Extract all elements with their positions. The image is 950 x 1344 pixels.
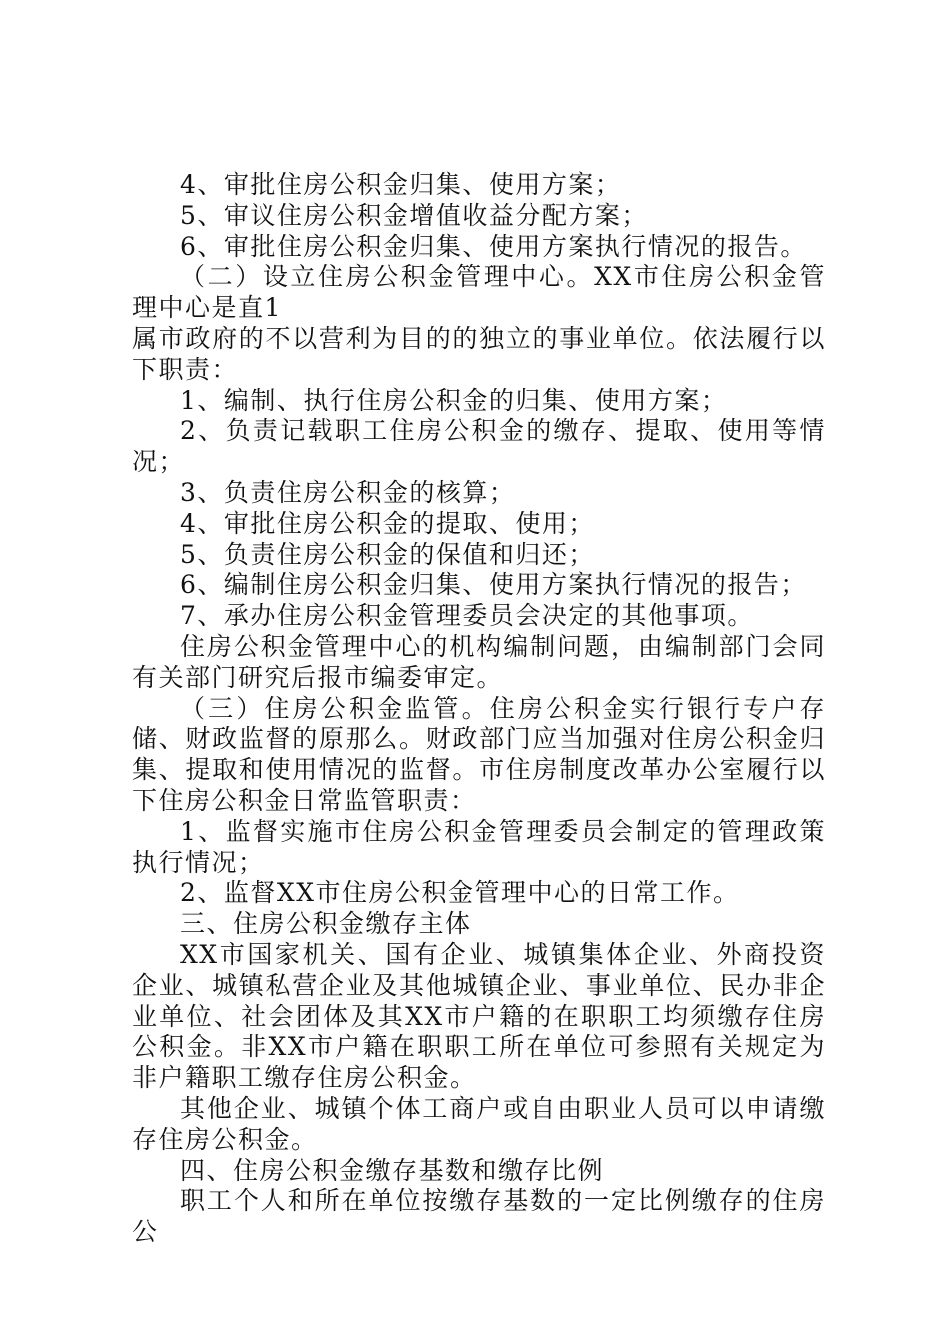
paragraph-supervision-1: 1、监督实施市住房公积金管理委员会制定的管理政策执行情况；	[132, 816, 826, 877]
paragraph-item-5: 5、审议住房公积金增值收益分配方案；	[180, 200, 648, 230]
paragraph-duty-4: 4、审批住房公积金的提取、使用；	[180, 508, 595, 538]
paragraph-section-2: （二）设立住房公积金管理中心。XX市住房公积金管理中心是直1	[132, 262, 826, 323]
paragraph-section-3: （三）住房公积金监管。住房公积金实行银行专户存储、财政监督的原那么。财政部门应当加强对住房公积金归集、提取和使用情况的监督。市住房制度改革办公室履行以下住房公积金日常监管职责：	[132, 693, 826, 815]
paragraph-staffing: 住房公积金管理中心的机构编制问题，由编制部门会同有关部门研究后报市编委审定。	[132, 631, 826, 692]
paragraph-optional-contribution: 其他企业、城镇个体工商户或自由职业人员可以申请缴存住房公积金。	[132, 1093, 826, 1154]
paragraph-contribution-subject: XX市国家机关、国有企业、城镇集体企业、外商投资企业、城镇私营企业及其他城镇企业、事业单位、民办非企业单位、社会团体及其XX市户籍的在职职工均须缴存住房公积金。非XX市户籍在职职工所在单位可参照有关规定为非户籍职工缴存住房公积金。	[132, 939, 826, 1093]
paragraph-supervision-2: 2、监督XX市住房公积金管理中心的日常工作。	[180, 878, 740, 908]
document-body	[132, 170, 826, 1248]
paragraph-item-6: 6、审批住房公积金归集、使用方案执行情况的报告。	[180, 231, 807, 261]
paragraph-duty-2: 2、负责记载职工住房公积金的缴存、提取、使用等情况；	[132, 416, 826, 477]
heading-contribution-base: 四、住房公积金缴存基数和缴存比例	[180, 1155, 605, 1185]
paragraph-center-duties: 属市政府的不以营利为目的的独立的事业单位。依法履行以下职责：	[132, 323, 826, 384]
paragraph-duty-3: 3、负责住房公积金的核算；	[180, 477, 516, 507]
paragraph-duty-7: 7、承办住房公积金管理委员会决定的其他事项。	[180, 601, 754, 631]
heading-contribution-subject: 三、住房公积金缴存主体	[180, 909, 472, 939]
paragraph-contribution-base: 职工个人和所在单位按缴存基数的一定比例缴存的住房公	[132, 1186, 826, 1247]
paragraph-duty-1: 1、编制、执行住房公积金的归集、使用方案；	[180, 385, 728, 415]
paragraph-duty-6: 6、编制住房公积金归集、使用方案执行情况的报告；	[180, 570, 807, 600]
paragraph-item-4: 4、审批住房公积金归集、使用方案；	[180, 170, 622, 199]
paragraph-duty-5: 5、负责住房公积金的保值和归还；	[180, 539, 595, 569]
